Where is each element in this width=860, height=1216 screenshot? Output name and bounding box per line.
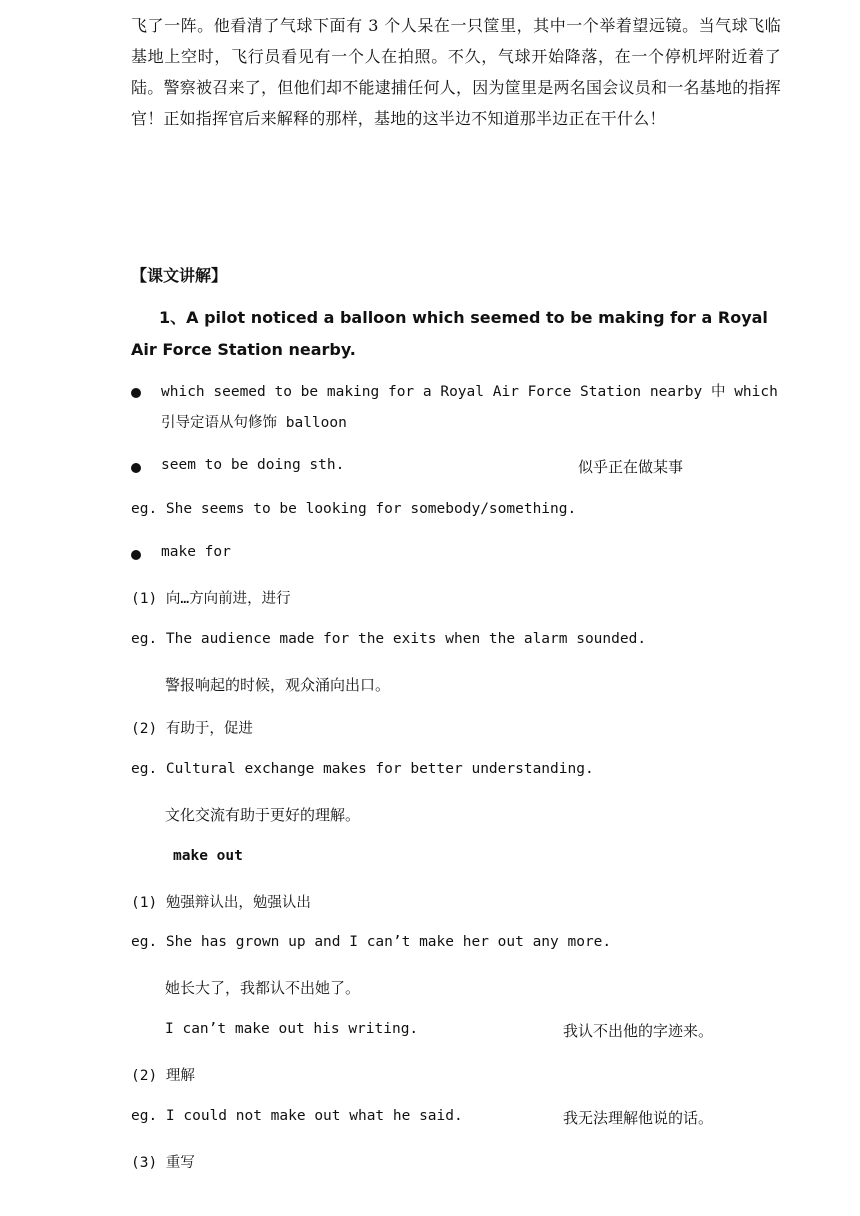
- make-for-example-2-translation: 文化交流有助于更好的理解。: [165, 806, 361, 824]
- make-out-example-1-translation: 她长大了，我都认不出她了。: [165, 979, 361, 997]
- make-out-example-3: eg. I could not make out what he said.: [131, 1108, 463, 1124]
- make-out-example-1: eg. She has grown up and I can’t make her out any more.: [131, 934, 612, 950]
- make-for-sense-1: (1) 向…方向前进，进行: [131, 591, 291, 607]
- make-out-example-3-translation: 我无法理解他说的话。: [563, 1109, 714, 1127]
- make-for-example-1-translation: 警报响起的时候，观众涌向出口。: [165, 676, 391, 694]
- example-seem: eg. She seems to be looking for somebody/something.: [131, 501, 577, 517]
- make-out-sense-3: (3) 重写: [131, 1155, 195, 1171]
- bullet-make-for: make for: [161, 544, 231, 560]
- make-out-example-2-translation: 我认不出他的字迹来。: [563, 1022, 714, 1040]
- make-out-example-2: I can’t make out his writing.: [165, 1021, 419, 1037]
- make-out-sense-1: (1) 勉强辩认出，勉强认出: [131, 895, 311, 911]
- bullet-seem-gloss: 似乎正在做某事: [578, 458, 684, 476]
- make-out-sense-2: (2) 理解: [131, 1068, 195, 1084]
- make-for-example-2: eg. Cultural exchange makes for better understanding.: [131, 761, 594, 777]
- bullet-which-clause: which seemed to be making for a Royal Air Force Station nearby 中 which 引导定语从句修饰 balloon: [161, 384, 778, 431]
- make-for-sense-2: (2) 有助于，促进: [131, 721, 253, 737]
- bullet-dot: [131, 463, 141, 473]
- make-out-heading: make out: [173, 848, 243, 864]
- section-heading: 【课文讲解】: [131, 266, 228, 285]
- make-for-example-1: eg. The audience made for the exits when the alarm sounded.: [131, 631, 647, 647]
- bullet-dot: [131, 550, 141, 560]
- intro-paragraph: 飞了一阵。他看清了气球下面有 3 个人呆在一只筐里，其中一个举着望远镜。当气球飞临基地上空时，飞行员看见有一个人在拍照。不久，气球开始降落，在一个停机坪附近着了陆。警察被召来了，但他们却不能逮捕任何人，因为筐里是两名国会议员和一名基地的指挥官！正如指挥官后来解释的那样，基地的这半边不知道那半边正在干什么！: [131, 16, 781, 128]
- bullet-seem-to-be-doing: seem to be doing sth.: [161, 457, 345, 473]
- bullet-dot: [131, 388, 141, 398]
- lesson-sentence-1: 1、A pilot noticed a balloon which seemed to be making for a Royal Air Force Station nearby.: [131, 308, 768, 359]
